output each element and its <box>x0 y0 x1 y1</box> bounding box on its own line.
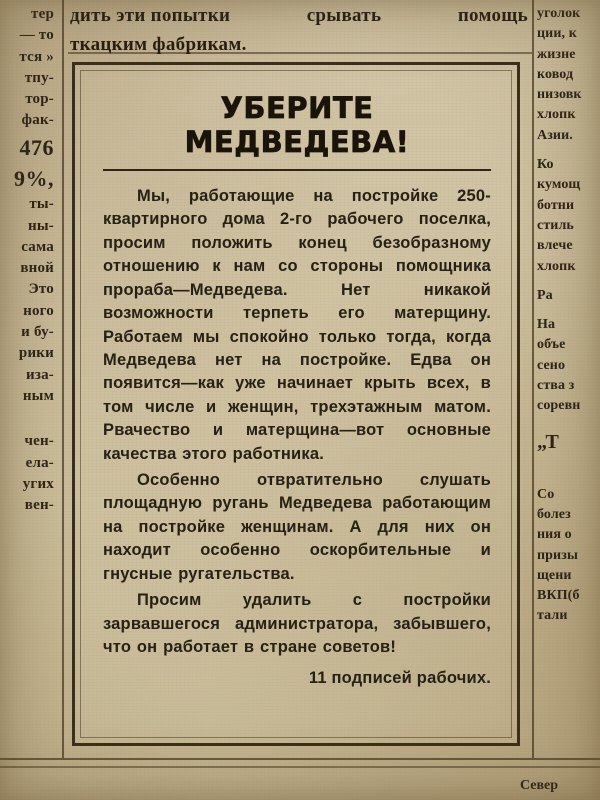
left-frag-2: тся » <box>19 48 54 65</box>
article-paragraph-3: Просим удалить с постройки зарвавшегося администратора, забывшего, что он работает в стране советов! <box>103 591 491 657</box>
left-frag-15: рики <box>18 345 54 362</box>
right-frag-0: уголок <box>537 6 581 21</box>
right-column-heading: „Т <box>537 430 560 453</box>
right-frag-2: жизне <box>537 46 576 62</box>
left-frag-18: чен- <box>24 433 54 450</box>
left-frag-19: ела- <box>25 454 54 471</box>
headline-divider <box>103 169 491 171</box>
right-gap-3 <box>537 306 598 315</box>
right-frag-10: стиль <box>537 217 574 233</box>
right-bottom-fragment: Север <box>520 778 559 793</box>
left-frag-4: тор- <box>25 91 54 108</box>
right-frag-14: На <box>537 317 556 333</box>
top-line1-mid: срывать <box>306 5 382 26</box>
right-frag-1: ции, к <box>537 26 577 42</box>
left-frag-3: тпу- <box>24 69 54 86</box>
left-frag-12: Это <box>28 281 54 298</box>
top-line1-right: помощь <box>457 5 528 26</box>
left-column <box>0 0 58 760</box>
bottom-rule <box>0 758 600 760</box>
bottom-rule-2 <box>0 766 600 768</box>
left-frag-8: ты- <box>29 196 54 213</box>
left-frag-20: угих <box>22 475 54 492</box>
right-tail-5: ВКП(б <box>537 588 580 604</box>
left-frag-7: 9%, <box>14 166 54 192</box>
left-frag-0: тер <box>31 6 54 22</box>
article-inner <box>80 70 512 738</box>
right-frag-11: влече <box>537 238 573 254</box>
column-rule-left <box>62 0 64 758</box>
right-frag-8: кумощ <box>537 177 581 193</box>
top-running-text <box>68 0 534 57</box>
right-tail-4: щени <box>537 567 572 583</box>
left-spacer <box>2 407 54 431</box>
right-frag-4: низовк <box>537 87 582 103</box>
left-frag-21: вен- <box>24 497 54 514</box>
right-gap-5 <box>537 459 598 485</box>
right-tail-2: ния о <box>537 527 572 543</box>
top-line2: ткацким фабрикам. <box>70 33 247 55</box>
right-frag-3: ковод <box>537 66 574 82</box>
left-frag-1: — то <box>19 27 54 44</box>
left-frag-17: ным <box>22 387 54 404</box>
right-gap-4 <box>537 417 598 426</box>
right-tail-1: болез <box>537 506 571 522</box>
right-tail-6: тали <box>537 608 568 624</box>
right-frag-15: объе <box>537 337 566 353</box>
right-frag-7: Ко <box>537 157 554 173</box>
article-headline: УБЕРИТЕ МЕДВЕДЕВА! <box>184 91 410 159</box>
top-line1-left: дить эти попытки <box>70 5 231 26</box>
right-frag-18: соревн <box>537 398 581 414</box>
right-frag-6: Азии. <box>537 127 573 143</box>
article-box <box>72 62 520 746</box>
left-frag-14: и бу- <box>21 324 54 341</box>
article-paragraph-1: Мы, работающие на постройке 250-квартирного дома 2-го рабочего поселка, просим положить конец безобразному отношению к нам со стороны помощника прораба—Медведева. Нет никакой возможности терпеть его матерщину. Работаем мы спокойно только тогда, когда Медведева нет на постройке. Едва он появится—как уже начинает крыть всех, в том числе и женщин, трехэтажным матом. Рвачество и матерщина—вот основные качества этого работника. <box>103 187 491 463</box>
right-tail-0: Со <box>537 486 555 502</box>
right-gap-2 <box>537 277 598 286</box>
right-frag-13: Ра <box>537 287 553 303</box>
left-frag-5: фак- <box>21 112 54 129</box>
left-frag-16: иза- <box>26 366 54 383</box>
right-frag-5: хлопк <box>537 107 576 123</box>
left-frag-9: ны- <box>28 217 54 234</box>
right-gap-1 <box>537 146 598 155</box>
right-frag-17: ства з <box>537 378 575 394</box>
left-frag-6: 476 <box>19 134 54 160</box>
article-signature: 11 подписей рабочих. <box>308 669 491 688</box>
left-frag-10: сама <box>21 238 54 255</box>
right-tail-3: призы <box>537 547 578 563</box>
left-frag-13: ного <box>23 302 54 319</box>
right-column <box>532 0 600 760</box>
left-frag-11: вной <box>20 260 54 277</box>
article-paragraph-2: Особенно отвратительно слушать площадную ругань Медведева работающим на постройке женщинам. А для них он находит особенно оскорбительные и гнусные ругательства. <box>103 471 491 583</box>
right-frag-12: хлопк <box>537 258 576 274</box>
right-frag-9: ботни <box>537 197 575 213</box>
right-frag-16: сено <box>537 357 566 373</box>
